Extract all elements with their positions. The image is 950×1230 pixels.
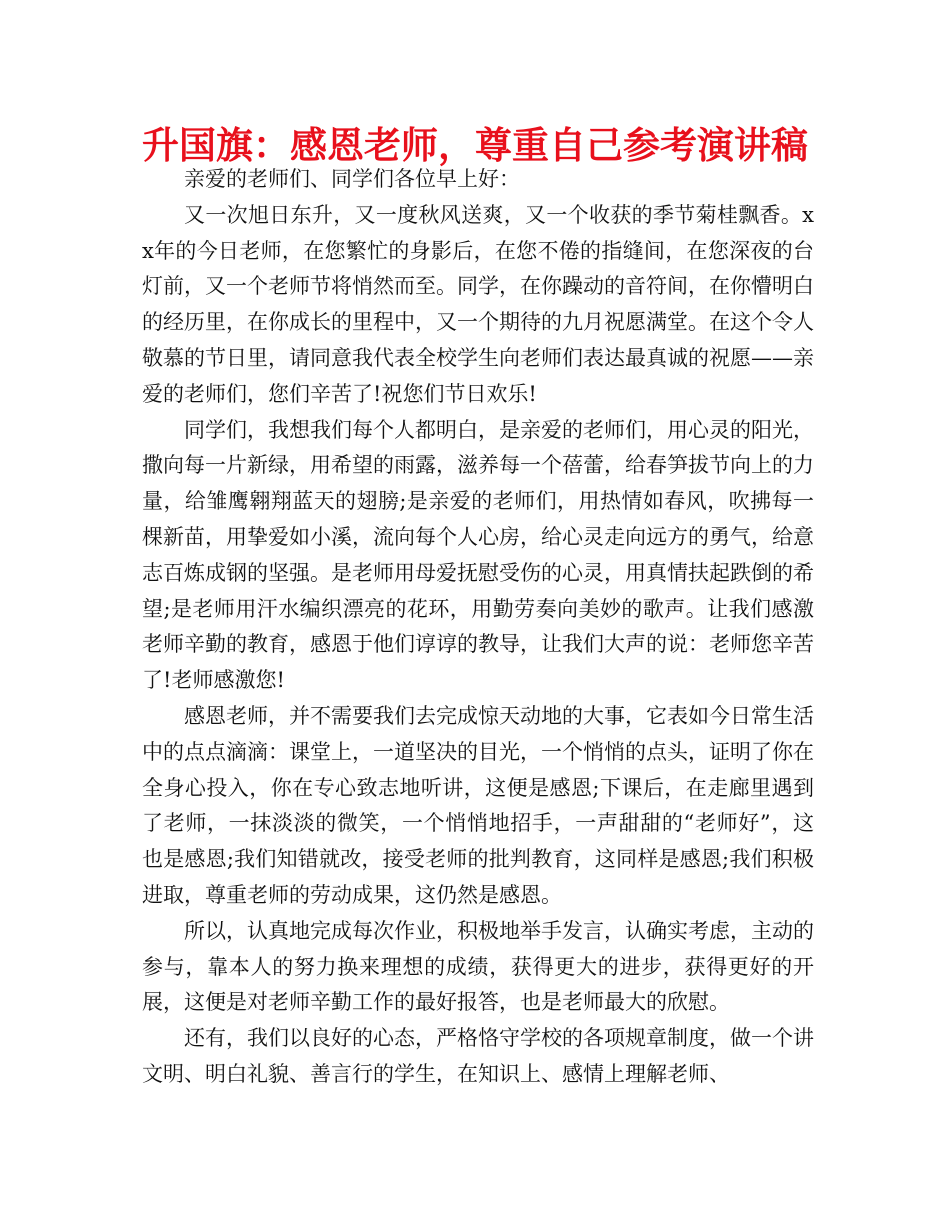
paragraph: 又一次旭日东升，又一度秋风送爽，又一个收获的季节菊桂飘香。xx年的今日老师，在您繁忙的身影后，在您不倦的指缝间，在您深夜的台灯前，又一个老师节将悄然而至。同学，在你躁动的音符间，在你懵明白的经历里，在你成长的里程中，又一个期待的九月祝愿满堂。在这个令人敬慕的节日里，请同意我代表全校学生向老师们表达最真诚的祝愿——亲爱的老师们，您们辛苦了!祝您们节日欢乐! (142, 202, 814, 406)
document-title: 升国旗：感恩老师，尊重自己参考演讲稿 (142, 124, 808, 167)
paragraph: 感恩老师，并不需要我们去完成惊天动地的大事，它表如今日常生活中的点点滴滴：课堂上，一道坚决的目光，一个悄悄的点头，证明了你在全身心投入，你在专心致志地听讲，这便是感恩;下课后，在走廊里遇到了老师，一抹淡淡的微笑，一个悄悄地招手，一声甜甜的“老师好”，这也是感恩;我们知错就改，接受老师的批判教育，这同样是感恩;我们积极进取，尊重老师的劳动成果，这仍然是感恩。 (142, 703, 814, 907)
document-body (142, 162, 814, 1093)
paragraph-greeting: 亲爱的老师们、同学们各位早上好： (184, 167, 520, 191)
paragraph: 同学们，我想我们每个人都明白，是亲爱的老师们，用心灵的阳光，撒向每一片新绿，用希望的雨露，滋养每一个蓓蕾，给春笋拔节向上的力量，给雏鹰翱翔蓝天的翅膀;是亲爱的老师们，用热情如春风，吹拂每一棵新苗，用挚爱如小溪，流向每个人心房，给心灵走向远方的勇气，给意志百炼成钢的坚强。是老师用母爱抚慰受伤的心灵，用真情扶起跌倒的希望;是老师用汗水编织漂亮的花环，用勤劳奏向美妙的歌声。让我们感激老师辛勤的教育，感恩于他们谆谆的教导，让我们大声的说：老师您辛苦了!老师感激您! (142, 417, 814, 693)
paragraph: 还有，我们以良好的心态，严格恪守学校的各项规章制度，做一个讲文明、明白礼貌、善言行的学生，在知识上、感情上理解老师、 (142, 1026, 814, 1086)
paragraph: 所以，认真地完成每次作业，积极地举手发言，认确实考虑，主动的参与，靠本人的努力换来理想的成绩，获得更大的进步，获得更好的开展，这便是对老师辛勤工作的最好报答，也是老师最大的欣慰。 (142, 918, 814, 1015)
